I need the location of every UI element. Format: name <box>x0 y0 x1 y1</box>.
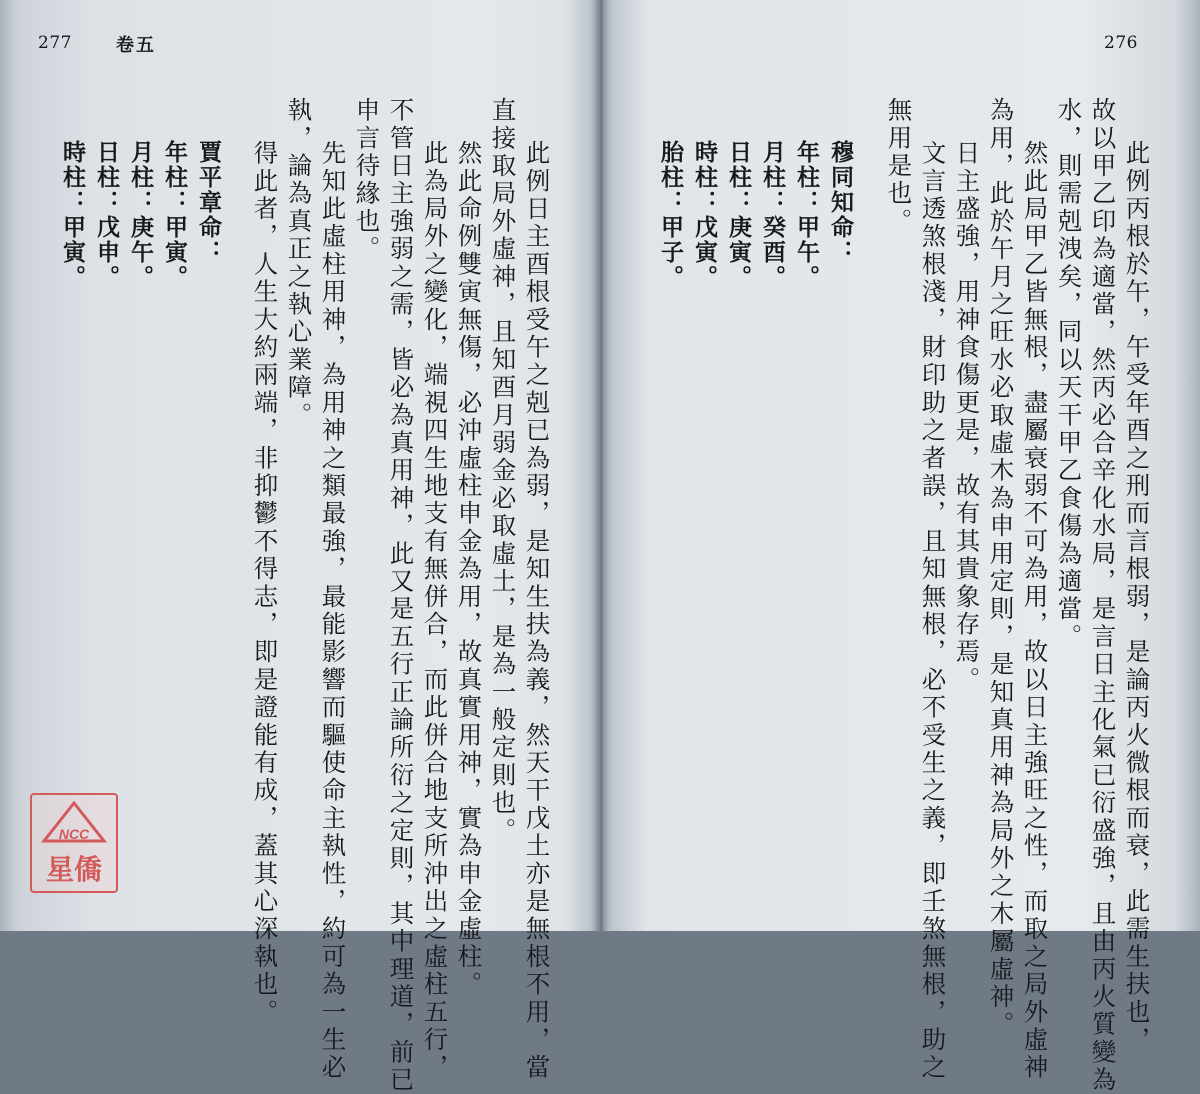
stamp-bottom-text: 星僑 <box>45 853 103 886</box>
paragraph-column: 先知此虛柱用神，為用神之類最強，最能影響而驅使命主執性，約可為一生必 <box>318 140 348 1082</box>
paragraph-column: 此例日主酉根受午之剋已為弱，是知生扶為義，然天干戊土亦是無根不用，當 <box>522 140 552 1082</box>
pillar-row: 月柱：庚午。 <box>127 140 153 290</box>
left-page <box>0 0 598 1094</box>
paragraph-column: 然此命例雙寅無傷，必沖虛柱申金為用，故真實用神，實為申金虛柱。 <box>454 140 484 999</box>
page-number-left: 277 <box>38 33 72 53</box>
paragraph-column: 不管日主強弱之需，皆必為真用神，此又是五行正論所衍之定則，其中理道，前已 <box>386 97 416 1094</box>
paragraph-column: 申言待緣也。 <box>352 97 382 264</box>
paragraph-column: 然此局甲乙皆無根，盡屬衰弱不可為用，故以日主強旺之性，而取之局外虛神 <box>1020 140 1050 1082</box>
pillar-row: 日柱：庚寅。 <box>725 140 751 290</box>
pillar-row: 時柱：甲寅。 <box>59 140 85 290</box>
pillar-row: 胎柱：甲子。 <box>657 140 683 290</box>
seal-triangle-icon <box>32 795 116 891</box>
paragraph-column: 得此者，人生大約兩端，非抑鬱不得志，即是證能有成，蓋其心深執也。 <box>250 140 280 1027</box>
page-number-right: 276 <box>1104 33 1138 53</box>
paragraph-column: 此例丙根於午，午受年酉之刑而言根弱，是論丙火微根而衰，此需生扶也， <box>1122 140 1152 1055</box>
pillar-row: 月柱：癸酉。 <box>759 140 785 290</box>
paragraph-column: 故以甲乙印為適當，然丙必合辛化水局，是言日主化氣已衍盛強，且由丙火質變為 <box>1088 97 1118 1094</box>
chapter-heading: 卷五 <box>116 35 156 56</box>
paragraph-column: 水，則需剋洩矣，同以天干甲乙食傷為適當。 <box>1054 97 1084 651</box>
chart-title: 穆同知命： <box>827 140 853 265</box>
paragraph-column: 日主盛強，用神食傷更是，故有其貴象存焉。 <box>952 140 982 694</box>
paragraph-column: 執，論為真正之執心業障。 <box>284 97 314 430</box>
stamp-top-text: NCC <box>58 826 90 842</box>
right-page <box>602 0 1200 1094</box>
paragraph-column: 無用是也。 <box>884 97 914 236</box>
chart-title: 賈平章命： <box>195 140 221 265</box>
pillar-row: 時柱：戊寅。 <box>691 140 717 290</box>
paragraph-column: 直接取局外虛神，且知酉月弱金必取虛土，是為一般定則也。 <box>488 97 518 845</box>
pillar-row: 年柱：甲午。 <box>793 140 819 290</box>
paragraph-column: 為用，此於午月之旺水必取虛木為申用定則，是知真用神為局外之木屬虛神。 <box>986 97 1016 1039</box>
paragraph-column: 文言透煞根淺，財印助之者誤，且知無根，必不受生之義，即壬煞無根，助之 <box>918 140 948 1082</box>
paragraph-column: 此為局外之變化，端視四生地支有無併合，而此併合地支所沖出之虛柱五行， <box>420 140 450 1082</box>
pillar-row: 年柱：甲寅。 <box>161 140 187 290</box>
ncc-seal-stamp <box>30 793 118 893</box>
pillar-row: 日柱：戊申。 <box>93 140 119 290</box>
